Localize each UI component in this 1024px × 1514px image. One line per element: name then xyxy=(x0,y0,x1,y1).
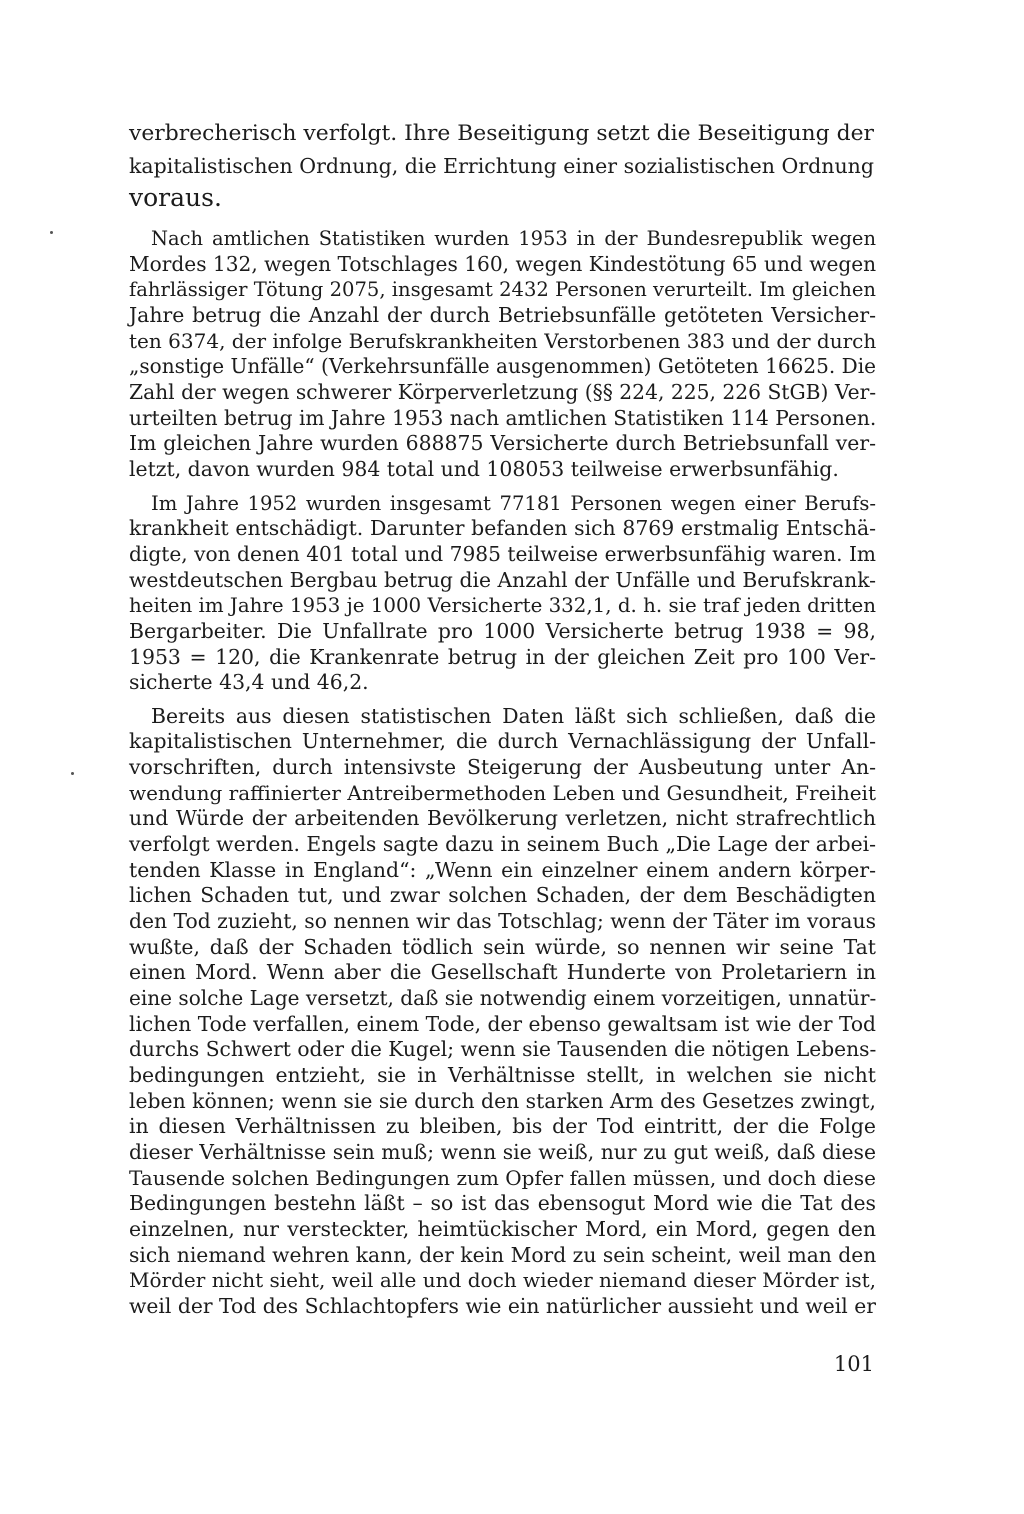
text-line: kapitalistischen Ordnung, die Errichtung einer sozialistischen Ordnung xyxy=(129,154,874,178)
text-line: voraus. xyxy=(129,183,222,212)
text-line: Mörder nicht sieht, weil alle und doch wieder niemand dieser Mörder ist, xyxy=(129,1268,877,1293)
text-line: verfolgt werden. Engels sagte dazu in seinem Buch „Die Lage der arbei- xyxy=(129,832,876,857)
text-line: lichen Tode verfallen, einem Tode, der ebenso gewaltsam ist wie der Tod xyxy=(129,1011,876,1036)
text-line: und Würde der arbeitenden Bevölkerung verletzen, nicht strafrechtlich xyxy=(129,806,876,831)
text-line: kapitalistischen Unternehmer, die durch Vernachlässigung der Unfall- xyxy=(129,729,876,754)
text-line: lichen Schaden tut, und zwar solchen Schaden, der dem Beschädigten xyxy=(129,883,876,908)
text-line: sicherte 43,4 und 46,2. xyxy=(129,670,369,695)
page-number: 101 xyxy=(833,1352,874,1376)
text-line: Jahre betrug die Anzahl der durch Betriebsunfälle getöteten Versicher- xyxy=(129,302,876,327)
text-line: durchs Schwert oder die Kugel; wenn sie Tausenden die nötigen Lebens- xyxy=(129,1037,877,1062)
text-line: wußte, daß der Schaden tödlich sein würde, so nennen wir seine Tat xyxy=(129,934,876,959)
text-line: fahrlässiger Tötung 2075, insgesamt 2432 Personen verurteilt. Im gleichen xyxy=(129,278,876,302)
paragraph-statistics-1952 xyxy=(129,491,876,696)
text-line: eine solche Lage versetzt, daß sie notwendig einem vorzeitigen, unnatür- xyxy=(129,986,877,1011)
text-line: „sonstige Unfälle“ (Verkehrsunfälle ausgenommen) Getöteten 16625. Die xyxy=(129,354,876,379)
paragraph-statistics-1953 xyxy=(129,226,876,483)
lead-paragraph xyxy=(129,118,874,214)
text-line: urteilten betrug im Jahre 1953 nach amtlichen Statistiken 114 Personen. xyxy=(129,405,877,430)
text-line: 1953 = 120, die Krankenrate betrug in der gleichen Zeit pro 100 Ver- xyxy=(129,644,876,669)
text-line: digte, von denen 401 total und 7985 teilweise erwerbsunfähig waren. Im xyxy=(129,541,876,566)
text-line: bedingungen entzieht, sie in Verhältnisse stellt, in welchen sie nicht xyxy=(129,1063,876,1087)
text-line: in diesen Verhältnissen zu bleiben, bis der Tod eintritt, der die Folge xyxy=(129,1114,876,1139)
text-line: Im Jahre 1952 wurden insgesamt 77181 Personen wegen einer Berufs- xyxy=(151,491,876,515)
text-line: einzelnen, nur versteckter, heimtückischer Mord, ein Mord, gegen den xyxy=(129,1216,876,1241)
print-speck xyxy=(50,231,53,234)
text-line: Bereits aus diesen statistischen Daten läßt sich schließen, daß die xyxy=(151,703,876,728)
text-line: ten 6374, der infolge Berufskrankheiten Verstorbenen 383 und der durch xyxy=(129,328,877,353)
text-line: Mordes 132, wegen Totschlages 160, wegen Kindestötung 65 und wegen xyxy=(129,251,877,276)
text-line: Bedingungen bestehn läßt – so ist das ebensogut Mord wie die Tat des xyxy=(129,1191,876,1216)
text-line: einen Mord. Wenn aber die Gesellschaft Hunderte von Proletariern in xyxy=(129,960,876,985)
text-line: Tausende solchen Bedingungen zum Opfer fallen müssen, und doch diese xyxy=(129,1165,876,1190)
text-line: sich niemand wehren kann, der kein Mord zu sein scheint, weil man den xyxy=(129,1242,877,1267)
text-line: letzt, davon wurden 984 total und 108053 teilweise erwerbsunfähig. xyxy=(129,456,839,481)
text-line: vorschriften, durch intensivste Steigerung der Ausbeutung unter An- xyxy=(129,755,876,780)
text-line: wendung raffinierter Antreibermethoden Leben und Gesundheit, Freiheit xyxy=(129,780,876,805)
text-line: weil der Tod des Schlachtopfers wie ein natürlicher aussieht und weil er xyxy=(129,1293,876,1318)
text-line: Zahl der wegen schwerer Körperverletzung (§§ 224, 225, 226 StGB) Ver- xyxy=(129,379,877,404)
text-line: tenden Klasse in England“: „Wenn ein einzelner einem andern körper- xyxy=(129,857,876,882)
text-line: verbrecherisch verfolgt. Ihre Beseitigung setzt die Beseitigung der xyxy=(129,121,874,146)
text-line: Im gleichen Jahre wurden 688875 Versicherte durch Betriebsunfall ver- xyxy=(129,431,876,456)
text-line: Nach amtlichen Statistiken wurden 1953 in der Bundesrepublik wegen xyxy=(151,227,876,250)
text-line: westdeutschen Bergbau betrug die Anzahl der Unfälle und Berufskrank- xyxy=(129,567,876,592)
paragraph-engels-quote xyxy=(129,704,876,1320)
text-line: den Tod zuzieht, so nennen wir das Totschlag; wenn der Täter im voraus xyxy=(129,909,876,934)
text-line: krankheit entschädigt. Darunter befanden sich 8769 erstmalig Entschä- xyxy=(129,516,876,541)
text-line: heiten im Jahre 1953 je 1000 Versicherte 332,1, d. h. sie traf jeden dritten xyxy=(129,594,876,618)
text-line: leben können; wenn sie sie durch den starken Arm des Gesetzes zwingt, xyxy=(129,1088,876,1113)
text-line: dieser Verhältnisse sein muß; wenn sie weiß, nur zu gut weiß, daß diese xyxy=(129,1139,876,1164)
body-text xyxy=(129,226,876,1328)
text-line: Bergarbeiter. Die Unfallrate pro 1000 Versicherte betrug 1938 = 98, xyxy=(129,618,876,643)
print-speck xyxy=(71,772,74,775)
